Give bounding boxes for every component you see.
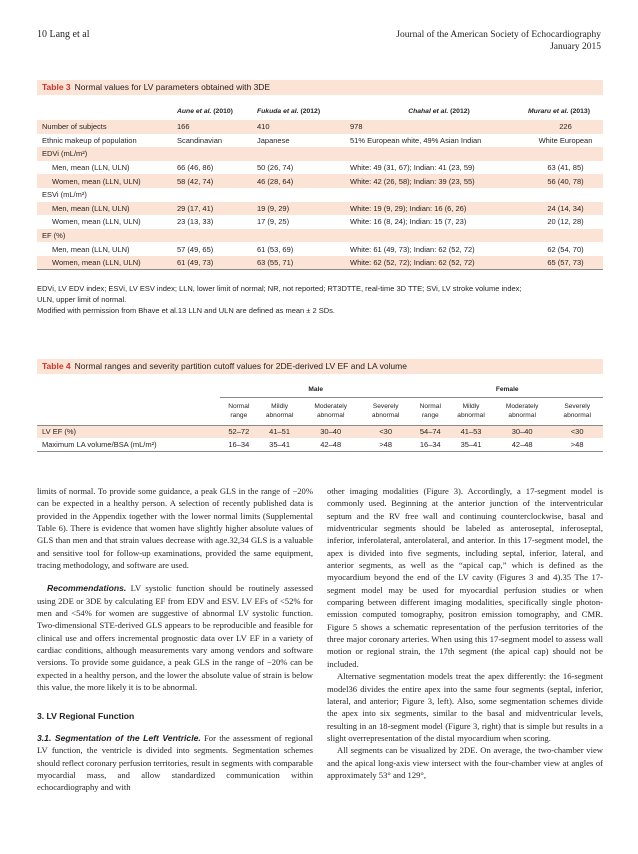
table4-group-row xyxy=(37,382,603,397)
table4-subheader: Moderately abnormal xyxy=(314,403,348,419)
table3-cell: 20 (12, 28) xyxy=(547,217,584,227)
left-paragraph-1: limits of normal. To provide some guidance, a peak GLS in the range of −20% can be expected in a healthy person. A selection of recently published data is provided in the Appendix together with the lower normal limits (Supplemental Table 6). There is evidence that women have slightly higher absolute values of GLS than men and that strain values decrease with age.32,34 GLS is a valuable and sensitive tool for follow-up examinations, provided the same equipment, tracing methodology, and software are used. xyxy=(37,486,313,571)
left-column xyxy=(37,485,313,794)
table3-cell: ESVi (mL/m²) xyxy=(42,190,87,200)
table4-cell: 41–53 xyxy=(449,425,493,438)
table3-cell: 166 xyxy=(177,120,257,134)
table3-cell: Number of subjects xyxy=(37,120,177,134)
table3-col-fukuda: Fukuda et al. (2012) xyxy=(257,107,321,115)
right-paragraph-3: All segments can be visualized by 2DE. On average, the two-chamber view and the apical long-axis view intersect with the four-chamber view at angles of approximately 53° and 129°, xyxy=(327,745,603,780)
table4-group-male: Male xyxy=(220,382,411,397)
table3-footnote-3: Modified with permission from Bhave et al.13 LLN and ULN are defined as mean ± 2 SDs. xyxy=(37,306,336,315)
running-head-author: 10 Lang et al xyxy=(37,29,90,40)
table3-cell: 17 (9, 25) xyxy=(257,217,290,227)
left-paragraph-3 xyxy=(37,732,313,794)
table3-row xyxy=(37,215,603,229)
table4-cell: 16–34 xyxy=(419,439,441,449)
table3-cell xyxy=(350,147,528,161)
table4-cell: 41–51 xyxy=(258,425,302,438)
table3-cell: 66 (46, 86) xyxy=(177,163,214,173)
table3-cell: White European xyxy=(538,135,593,145)
table4-cell: >48 xyxy=(570,439,584,449)
table4-subheader: Normal range xyxy=(419,403,441,419)
table4-cell: Maximum LA volume/BSA (mL/m²) xyxy=(42,439,157,449)
table3-cell: Men, mean (LLN, ULN) xyxy=(37,202,177,216)
table3-label: Table 3 xyxy=(42,82,71,92)
table4-cell: 30–40 xyxy=(302,425,360,438)
table3-cell: 51% European white, 49% Asian Indian xyxy=(350,135,482,145)
table3-cell: 23 (13, 33) xyxy=(177,217,214,227)
table4-group-female: Female xyxy=(411,382,603,397)
table3-cell: 63 (41, 85) xyxy=(547,163,584,173)
table3-cell: 63 (55, 71) xyxy=(257,256,350,270)
table4-subheader-row xyxy=(37,397,603,425)
table3-caption xyxy=(37,80,603,95)
table4-cell: 35–41 xyxy=(460,439,482,449)
table3-header-row xyxy=(37,102,603,120)
table3-cell: EDVi (mL/m²) xyxy=(37,147,177,161)
table3-cell: 29 (17, 41) xyxy=(177,202,257,216)
subsection-text: For the assessment of regional LV function, the ventricle is divided into segments. Segmentation schemes should reflect coronary perfusion territories, result in segments with comparable myocardial mass, and allow standardized communication within echocardiography and with xyxy=(37,732,313,793)
right-column xyxy=(327,485,603,781)
table3-cell: White: 49 (31, 67); Indian: 41 (23, 59) xyxy=(350,163,475,173)
table3-cell xyxy=(350,188,528,202)
table4-cell: <30 xyxy=(551,425,603,438)
table3-title: Normal values for LV parameters obtained with 3DE xyxy=(74,82,271,92)
table4-cell: 42–48 xyxy=(511,439,533,449)
table3-cell: 56 (40, 78) xyxy=(528,174,603,188)
issue-date: January 2015 xyxy=(550,42,601,52)
table4-subheader: Mildly abnormal xyxy=(265,403,294,419)
table3-cell xyxy=(528,147,603,161)
table3-cell: 65 (57, 73) xyxy=(528,256,603,270)
table3 xyxy=(37,102,603,270)
subsection-heading: 3.1. Segmentation of the Left Ventricle. xyxy=(37,732,201,743)
table4-cell: 16–34 xyxy=(228,439,250,449)
table3-cell: White: 42 (26, 58); Indian: 39 (23, 55) xyxy=(350,174,528,188)
table3-cell: 226 xyxy=(528,120,603,134)
table3-col-0 xyxy=(37,102,177,120)
table3-row xyxy=(37,188,603,202)
table3-cell xyxy=(257,188,350,202)
journal-name: Journal of the American Society of Echocardiography xyxy=(396,30,601,40)
table3-cell: Men, mean (LLN, ULN) xyxy=(52,244,130,254)
table3-footnote-2: ULN, upper limit of normal. xyxy=(37,295,127,304)
table3-cell xyxy=(257,229,350,243)
table3-cell: Women, mean (LLN, ULN) xyxy=(37,256,177,270)
table4-subheader-empty xyxy=(37,397,220,425)
table3-row xyxy=(37,147,603,161)
right-paragraph-2: Alternative segmentation models treat the apex differently: the 16-segment model36 divides the entire apex into the same four segments (septal, inferior, lateral, and anterior; Figure 3, left). Also, some segmentation schemes divide the apex into six segments, similar to the basal and midventricular levels, resulting in an 18-segment model (Figure 3, right) that is simple but results in a slight overrepresentation of the distal myocardium when scoring. xyxy=(327,671,603,743)
table3-cell: White: 19 (9, 29); Indian: 16 (6, 26) xyxy=(350,202,528,216)
table4-subheader: Severely abnormal xyxy=(563,403,591,419)
table3-cell: EF (%) xyxy=(37,229,177,243)
table3-col-chahal: Chahal et al. (2012) xyxy=(408,107,470,115)
left-paragraph-2 xyxy=(37,582,313,693)
table4-cell: 35–41 xyxy=(269,439,291,449)
table3-cell: White: 16 (8, 24); Indian: 15 (7, 23) xyxy=(350,217,467,227)
recommendations-heading: Recommendations. xyxy=(47,583,127,594)
table4-row xyxy=(37,438,603,451)
table4-subheader: Normal range xyxy=(228,403,250,419)
table3-cell: 50 (26, 74) xyxy=(257,163,294,173)
table4-cell: 42–48 xyxy=(320,439,342,449)
table4-title: Normal ranges and severity partition cutoff values for 2DE-derived LV EF and LA volume xyxy=(74,361,407,371)
table4-subheader: Mildly abnormal xyxy=(457,403,485,419)
table3-cell xyxy=(257,147,350,161)
table4-caption xyxy=(37,359,603,374)
table3-cell: 24 (14, 34) xyxy=(528,202,603,216)
table3-footnote-1: EDVi, LV EDV index; ESVi, LV ESV index; LLN, lower limit of normal; NR, not reported; RT3DTTE, real-time 3D TTE; SVi, LV stroke volume index; xyxy=(37,284,522,293)
table4-subheader: Severely abnormal xyxy=(371,403,400,419)
table3-cell: 58 (42, 74) xyxy=(177,174,257,188)
table3-col-aune: Aune et al. (2010) xyxy=(177,107,233,115)
table3-cell: White: 61 (49, 73); Indian: 62 (52, 72) xyxy=(350,244,475,254)
table3-row xyxy=(37,174,603,188)
right-paragraph-1: other imaging modalities (Figure 3). Accordingly, a 17-segment model is commonly used. Beginning at the anterior junction of the interventricular septum and the RV free wall and continuing counterclockwise, basal and midventricular segments should be labeled as anteroseptal, inferoseptal, inferior, inferolateral, anterolateral, and anterior. In this 17-segment model, the apex is divided into five segments, including septal, inferior, lateral, and anterior segments, as well as the “apical cap,” which is defined as the myocardium beyond the end of the LV cavity (Figures 3 and 4).35 The 17-segment model may be used for myocardial perfusion studies or when comparing between different imaging modalities, specifically single photon-emission computed tomography, positron emission tomography, and CMR. Figure 5 shows a schematic representation of the perfusion territories of the three major coronary arteries. When using this 17-segment model to assess wall motion or regional strain, the 17th segment (the apical cap) should not be included. xyxy=(327,486,603,669)
table3-row xyxy=(37,134,603,148)
table4-row xyxy=(37,425,603,438)
table4-cell: <30 xyxy=(360,425,412,438)
table4-corner xyxy=(37,382,220,397)
table3-cell xyxy=(177,188,257,202)
table3-cell: 410 xyxy=(257,120,350,134)
table3-cell xyxy=(528,229,603,243)
table3-cell: 57 (49, 65) xyxy=(177,244,214,254)
table3-cell: Ethnic makeup of population xyxy=(42,135,137,145)
table4 xyxy=(37,382,603,452)
table3-cell: 61 (49, 73) xyxy=(177,256,257,270)
table3-cell: Women, mean (LLN, ULN) xyxy=(37,174,177,188)
table4-cell: 54–74 xyxy=(411,425,449,438)
table4-cell: 30–40 xyxy=(493,425,551,438)
table3-cell: 61 (53, 69) xyxy=(257,244,294,254)
table3-row xyxy=(37,256,603,270)
table3-row xyxy=(37,229,603,243)
section-heading: 3. LV Regional Function xyxy=(37,710,135,721)
table4-cell: >48 xyxy=(379,439,393,449)
table4-label: Table 4 xyxy=(42,361,71,371)
table3-cell: Women, mean (LLN, ULN) xyxy=(52,217,141,227)
table3-row xyxy=(37,202,603,216)
table3-cell: 978 xyxy=(350,120,528,134)
recommendations-text: LV systolic function should be routinely assessed using 2DE or 3DE by calculating EF from EDV and ESV. LV EFs of <52% for men and <54% for women are suggestive of abnormal LV systolic function. Two-dimensional STE-derived GLS appears to be reproducible and feasible for clinical use and offers incremental prognostic data over LV EF in a variety of cardiac conditions, although measurements vary among vendors and software versions. To provide some guidance, a peak GLS in the range of −20% can be expected in a healthy person, and the lower the absolute value of strain is below this value, the more likely it is to be abnormal. xyxy=(37,583,313,693)
table3-cell: 19 (9, 29) xyxy=(257,202,350,216)
table3-cell: Men, mean (LLN, ULN) xyxy=(52,163,130,173)
table3-cell: White: 62 (52, 72); Indian: 62 (52, 72) xyxy=(350,256,528,270)
table3-cell: Scandinavian xyxy=(177,135,223,145)
table4-cell: LV EF (%) xyxy=(37,425,220,438)
table3-cell xyxy=(350,229,528,243)
table4-cell: 52–72 xyxy=(220,425,258,438)
table3-row xyxy=(37,242,603,256)
table3-cell xyxy=(177,147,257,161)
table3-footnotes xyxy=(37,283,603,316)
table3-cell xyxy=(177,229,257,243)
table3-row xyxy=(37,161,603,175)
table3-cell: Japanese xyxy=(257,135,290,145)
table3-cell xyxy=(528,188,603,202)
table3-row xyxy=(37,120,603,134)
table3-cell: 62 (54, 70) xyxy=(547,244,584,254)
table3-col-muraru: Muraru et al. (2013) xyxy=(528,107,590,115)
table3-cell: 46 (28, 64) xyxy=(257,174,350,188)
table4-subheader: Moderately abnormal xyxy=(505,403,539,419)
running-head-journal xyxy=(396,29,601,53)
